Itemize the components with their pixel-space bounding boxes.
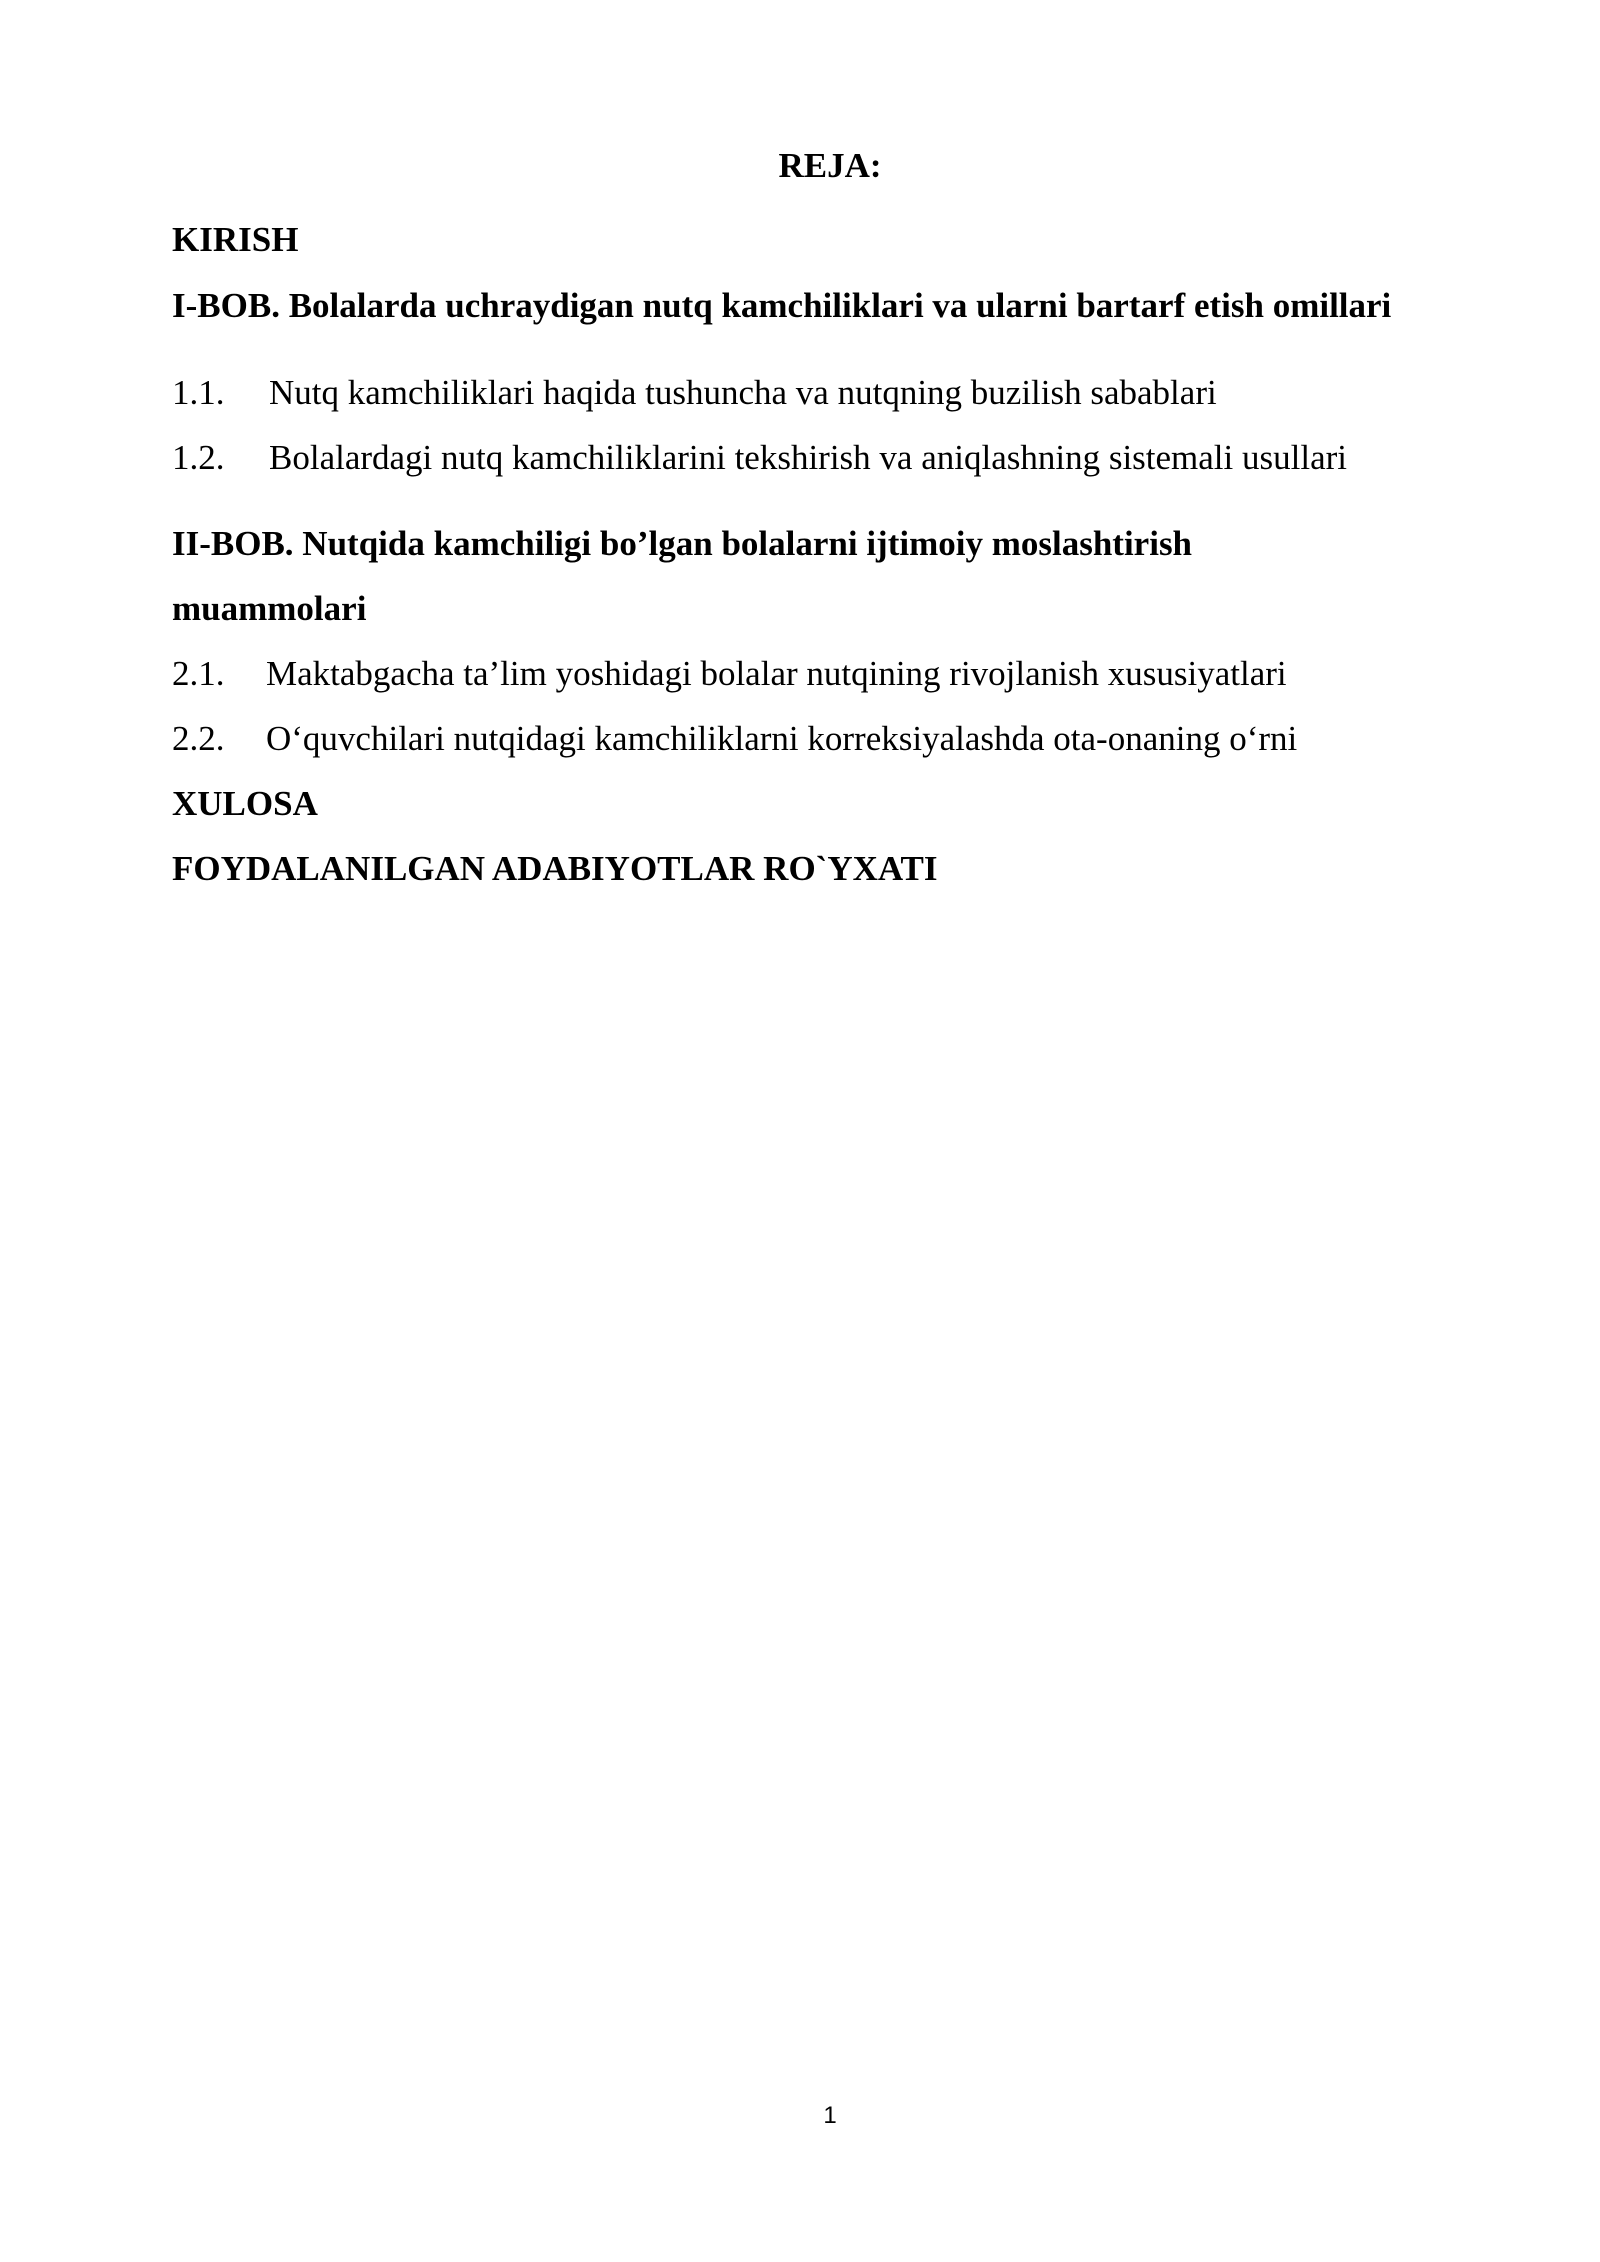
page-number: 1 bbox=[823, 2102, 837, 2129]
section-title: O‘quvchilari nutqidagi kamchiliklarni korreksiyalashda ota-onaning o‘rni bbox=[266, 719, 1298, 758]
references-heading: FOYDALANILGAN ADABIYOTLAR RO`YXATI bbox=[172, 849, 938, 888]
section-number: 1.2. bbox=[172, 438, 225, 477]
section-number: 2.1. bbox=[172, 654, 225, 693]
section-title: Nutq kamchiliklari haqida tushuncha va nutqning buzilish sabablari bbox=[269, 373, 1217, 412]
introduction-heading: KIRISH bbox=[172, 220, 299, 259]
conclusion-heading: XULOSA bbox=[172, 784, 318, 823]
chapter-1-heading: I-BOB. Bolalarda uchraydigan nutq kamchiliklari va ularni bartarf etish omillari bbox=[172, 286, 1392, 325]
section-title: Maktabgacha ta’lim yoshidagi bolalar nutqining rivojlanish xususiyatlari bbox=[266, 654, 1287, 693]
chapter-2-heading-line-1: II-BOB. Nutqida kamchiligi bo’lgan bolalarni ijtimoiy moslashtirish bbox=[172, 524, 1193, 563]
chapter-2-heading-line-2: muammolari bbox=[172, 589, 367, 628]
section-number: 2.2. bbox=[172, 719, 225, 758]
page-title: REJA: bbox=[778, 146, 882, 185]
section-title: Bolalardagi nutq kamchiliklarini tekshirish va aniqlashning sistemali usullari bbox=[269, 438, 1347, 477]
section-number: 1.1. bbox=[172, 373, 225, 412]
